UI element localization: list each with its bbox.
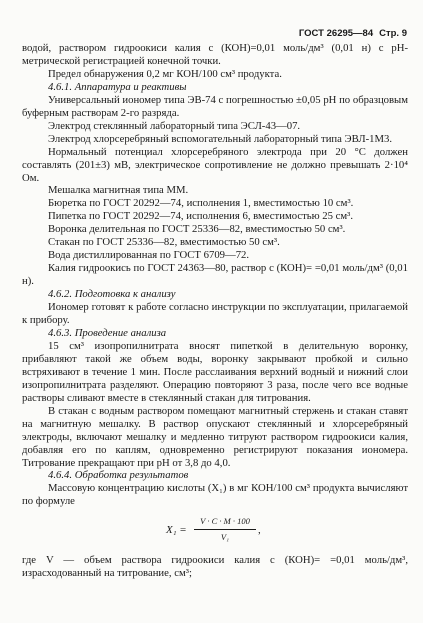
- paragraph: Иономер готовят к работе согласно инструкции по эксплуатации, прилагаемой к прибору.: [22, 301, 408, 327]
- paragraph: где V — объем раствора гидроокиси калия с (КОН)= =0,01 моль/дм³, израсходованный на титрование, см³;: [22, 554, 408, 580]
- page-header: [299, 28, 407, 39]
- paragraph: Электрод хлорсеребряный вспомогательный лабораторный типа ЭВЛ-1М3.: [48, 132, 392, 145]
- paragraph: Нормальный потенциал хлорсеребряного электрода при 20 °С должен составлять (201±3) мВ, электрическое сопротивление не должно превышать 2·10⁴ Ом.: [22, 145, 408, 184]
- formula-denominator: V₁: [220, 532, 230, 543]
- paragraph: Вода дистиллированная по ГОСТ 6709—72.: [48, 249, 250, 262]
- paragraph: Электрод стеклянный лабораторный типа ЭСЛ-43—07.: [48, 119, 301, 132]
- formula-comma: ,: [258, 524, 261, 537]
- formula-lhs: X₁ =: [166, 524, 187, 537]
- formula-numerator: V · C · M · 100: [194, 515, 256, 530]
- section-heading: 4.6.2. Подготовка к анализу: [48, 288, 176, 301]
- paragraph: В стакан с водным раствором помещают магнитный стержень и стакан ставят на магнитную мешалку. В раствор опускают стеклянный и хлорсеребряный электроды, включают мешалку и медленно титруют раствором гидроокиси калия, добавляя его по каплям, одновременно регистрируют показания иономера. Титрование прекращают при рН от 3,8 до 4,0.: [22, 404, 408, 469]
- section-heading: 4.6.1. Аппаратура и реактивы: [48, 80, 187, 93]
- paragraph: 15 см³ изопропилнитрата вносят пипеткой в делительную воронку, прибавляют такой же объем воды, воронку закрывают пробкой и сильно встряхивают в течение 1 мин. После расслаивания верхний водный и нижний слои изопропилнитрата разделяют. Операцию повторяют 3 раза, после чего все водные растворы сливают вместе в стеклянный стакан для титрования.: [22, 339, 408, 404]
- standard-code: ГОСТ 26295—84: [298, 28, 374, 39]
- paragraph: Воронка делительная по ГОСТ 25336—82, вместимостью 50 см³.: [48, 223, 346, 236]
- section-heading: 4.6.3. Проведение анализа: [48, 326, 167, 339]
- paragraph: Мешалка магнитная типа ММ.: [48, 184, 189, 197]
- paragraph: Стакан по ГОСТ 25336—82, вместимостью 50 см³.: [48, 236, 280, 249]
- paragraph: водой, раствором гидроокиси калия с (КОН)=0,01 моль/дм³ (0,01 н) с рН-метрической регистрацией конечной точки.: [22, 42, 408, 67]
- document-body: [22, 42, 408, 580]
- formula: [22, 512, 408, 550]
- formula-fraction: [194, 515, 256, 544]
- page-number: Стр. 9: [379, 28, 407, 39]
- paragraph: Универсальный иономер типа ЭВ-74 с погрешностью ±0,05 рН по образцовым буферным растворам 2-го разряда.: [22, 93, 408, 119]
- paragraph: Пипетка по ГОСТ 20292—74, исполнения 6, вместимостью 25 см³.: [48, 210, 354, 223]
- section-heading: 4.6.4. Обработка результатов: [48, 469, 189, 482]
- paragraph: Бюретка по ГОСТ 20292—74, исполнения 1, вместимостью 10 см³.: [48, 197, 354, 210]
- paragraph: Калия гидроокись по ГОСТ 24363—80, раствор с (КОН)= =0,01 моль/дм³ (0,01 н).: [22, 262, 408, 288]
- paragraph: Массовую концентрацию кислоты (X₁) в мг КОН/100 см³ продукта вычисляют по формуле: [22, 482, 408, 508]
- paragraph: Предел обнаружения 0,2 мг КОН/100 см³ продукта.: [48, 67, 282, 80]
